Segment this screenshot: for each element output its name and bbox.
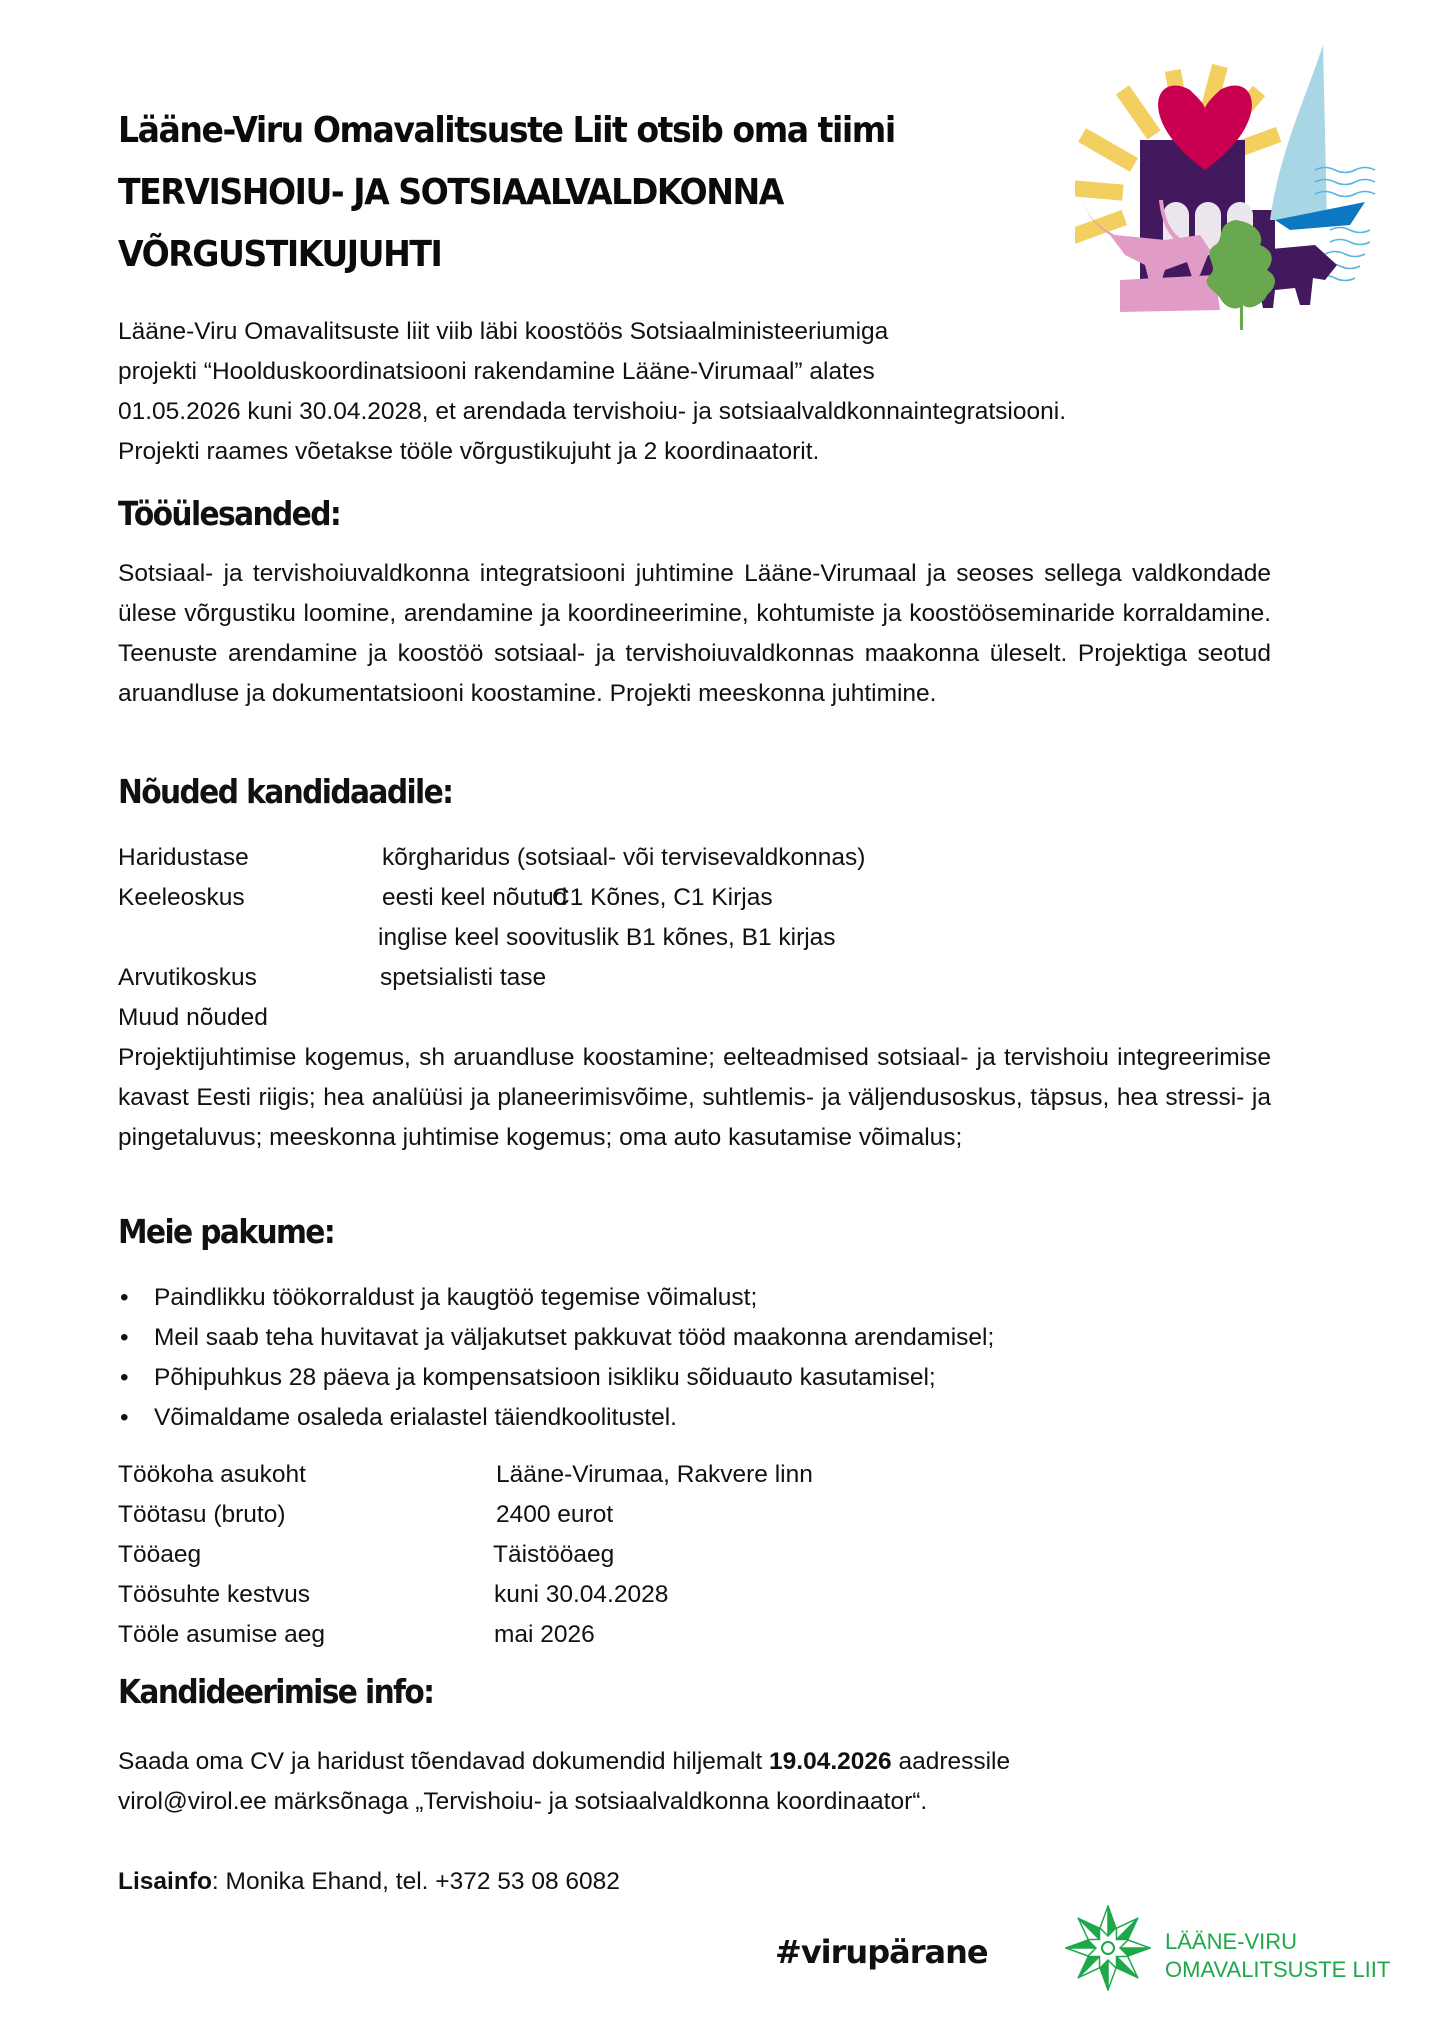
requirements-heading: Nõuded kandidaadile:: [118, 772, 453, 811]
apply-line-2: virol@virol.ee märksõnaga „Tervishoiu- ja sotsiaalvaldkonna koordinaator“.: [118, 1788, 928, 1815]
title-line-1: Lääne-Viru Omavalitsuste Liit otsib oma tiimi: [118, 110, 895, 151]
job-detail-label: Töötasu (bruto): [118, 1501, 286, 1528]
title-line-3: VÕRGUSTIKUJUHTI: [118, 234, 442, 275]
requirement-label: Muud nõuded: [118, 1004, 268, 1031]
tasks-text: Sotsiaal- ja tervishoiuvaldkonna integratsiooni juhtimine Lääne-Virumaal ja seoses sellega valdkondade ülese võrgustiku loomine, arendamine ja koordineerimine, kohtumiste ja koostööseminaride korraldamine. Teenuste arendamine ja koostöö sotsiaal- ja tervishoiuvaldkonnas maakonna üleselt. Projektiga seotud aruandluse ja dokumentatsiooni koostamine. Projekti meeskonna juhtimine.: [118, 560, 1271, 707]
apply-text-before: Saada oma CV ja haridust tõendavad dokumendid hiljemalt: [118, 1748, 770, 1775]
job-detail-value: mai 2026: [494, 1621, 595, 1648]
requirements-table: [118, 838, 1018, 1038]
collage-illustration: [1075, 40, 1385, 340]
offer-list: [118, 1278, 994, 1438]
intro-line: projekti “Hoolduskoordinatsiooni rakendamine Lääne-Virumaal” alates: [118, 358, 875, 385]
apply-text-after: aadressile: [891, 1748, 1011, 1775]
intro-line: 01.05.2026 kuni 30.04.2028, et arendada tervishoiu- ja sotsiaalvaldkonnaintegratsiooni.: [118, 398, 1066, 425]
apply-line-1: [118, 1742, 1010, 1782]
requirement-value: eesti keel nõutud: [382, 884, 568, 911]
offer-item: • Põhipuhkus 28 päeva ja kompensatsioon isikliku sõiduauto kasutamisel;: [118, 1358, 994, 1398]
job-detail-value: kuni 30.04.2028: [494, 1581, 669, 1608]
offer-item: • Võimaldame osaleda erialastel täiendkoolitustel.: [118, 1398, 994, 1438]
job-detail-value: Lääne-Virumaa, Rakvere linn: [496, 1461, 813, 1488]
offer-item: • Paindlikku töökorraldust ja kaugtöö tegemise võimalust;: [118, 1278, 994, 1318]
extra-info-label: Lisainfo: [118, 1868, 212, 1895]
intro-paragraph: [118, 312, 1318, 472]
other-requirements-text: Projektijuhtimise kogemus, sh aruandluse koostamine; eelteadmised sotsiaal- ja tervishoiu integreerimise kavast Eesti riigis; hea analüüsi ja planeerimisvõime, suhtlemis- ja väljendusoskus, täpsus, hea stressi- ja pingetaluvus; meeskonna juhtimise kogemus; oma auto kasutamise võimalus;: [118, 1044, 1271, 1151]
intro-line: Lääne-Viru Omavalitsuste liit viib läbi koostöös Sotsiaalministeeriumiga: [118, 318, 889, 345]
tasks-heading: Tööülesanded:: [118, 494, 341, 533]
job-detail-label: Töösuhte kestvus: [118, 1581, 311, 1608]
job-detail-label: Tööaeg: [118, 1541, 202, 1568]
deadline-date: 19.04.2026: [769, 1748, 892, 1775]
job-detail-row: [118, 1495, 1018, 1535]
requirement-row: [118, 838, 1018, 878]
job-detail-row: [118, 1615, 1018, 1655]
spacer: [118, 1822, 1010, 1862]
job-detail-row: [118, 1575, 1018, 1615]
job-detail-value: 2400 eurot: [496, 1501, 614, 1528]
job-detail-row: [118, 1535, 1018, 1575]
apply-heading: Kandideerimise info:: [118, 1672, 434, 1711]
job-detail-row: [118, 1455, 1018, 1495]
requirement-value: spetsialisti tase: [380, 964, 547, 991]
requirement-row: [118, 958, 1018, 998]
requirement-row: [118, 998, 1018, 1038]
requirement-label: Haridustase: [118, 844, 249, 871]
extra-info-contact: : Monika Ehand, tel. +372 53 08 6082: [211, 1868, 620, 1895]
hashtag: #virupärane: [775, 1933, 988, 1971]
org-line-1: LÄÄNE-VIRU: [1165, 1929, 1298, 1954]
extra-info: [118, 1862, 1010, 1902]
title-line-2: TERVISHOIU- JA SOTSIAALVALDKONNA: [118, 172, 783, 213]
offer-heading: Meie pakume:: [118, 1212, 335, 1251]
requirement-value: kõrgharidus (sotsiaal- või tervisevaldkonnas): [382, 844, 866, 871]
star-logo-icon: [1063, 1903, 1153, 1993]
sail-icon: [1270, 45, 1327, 220]
requirement-label: Keeleoskus: [118, 884, 245, 911]
job-detail-label: Tööle asumise aeg: [118, 1621, 326, 1648]
intro-line: Projekti raames võetakse tööle võrgustikujuht ja 2 koordinaatorit.: [118, 438, 820, 465]
requirement-label: Arvutikoskus: [118, 964, 257, 991]
page-title: [118, 100, 895, 286]
job-detail-label: Töökoha asukoht: [118, 1461, 306, 1488]
apply-text: [118, 1742, 1010, 1902]
job-detail-value: Täistööaeg: [493, 1541, 615, 1568]
org-logo-text: [1165, 1928, 1390, 1984]
requirement-value: inglise keel soovituslik B1 kõnes, B1 kirjas: [378, 924, 836, 951]
offer-item: • Meil saab teha huvitavat ja väljakutset pakkuvat tööd maakonna arendamisel;: [118, 1318, 994, 1358]
org-line-2: OMAVALITSUSTE LIIT: [1165, 1957, 1391, 1982]
requirement-row: [118, 878, 1018, 918]
job-details-table: [118, 1455, 1018, 1655]
requirement-row: [118, 918, 1018, 958]
requirement-value-level: C1 Kõnes, C1 Kirjas: [552, 884, 773, 911]
